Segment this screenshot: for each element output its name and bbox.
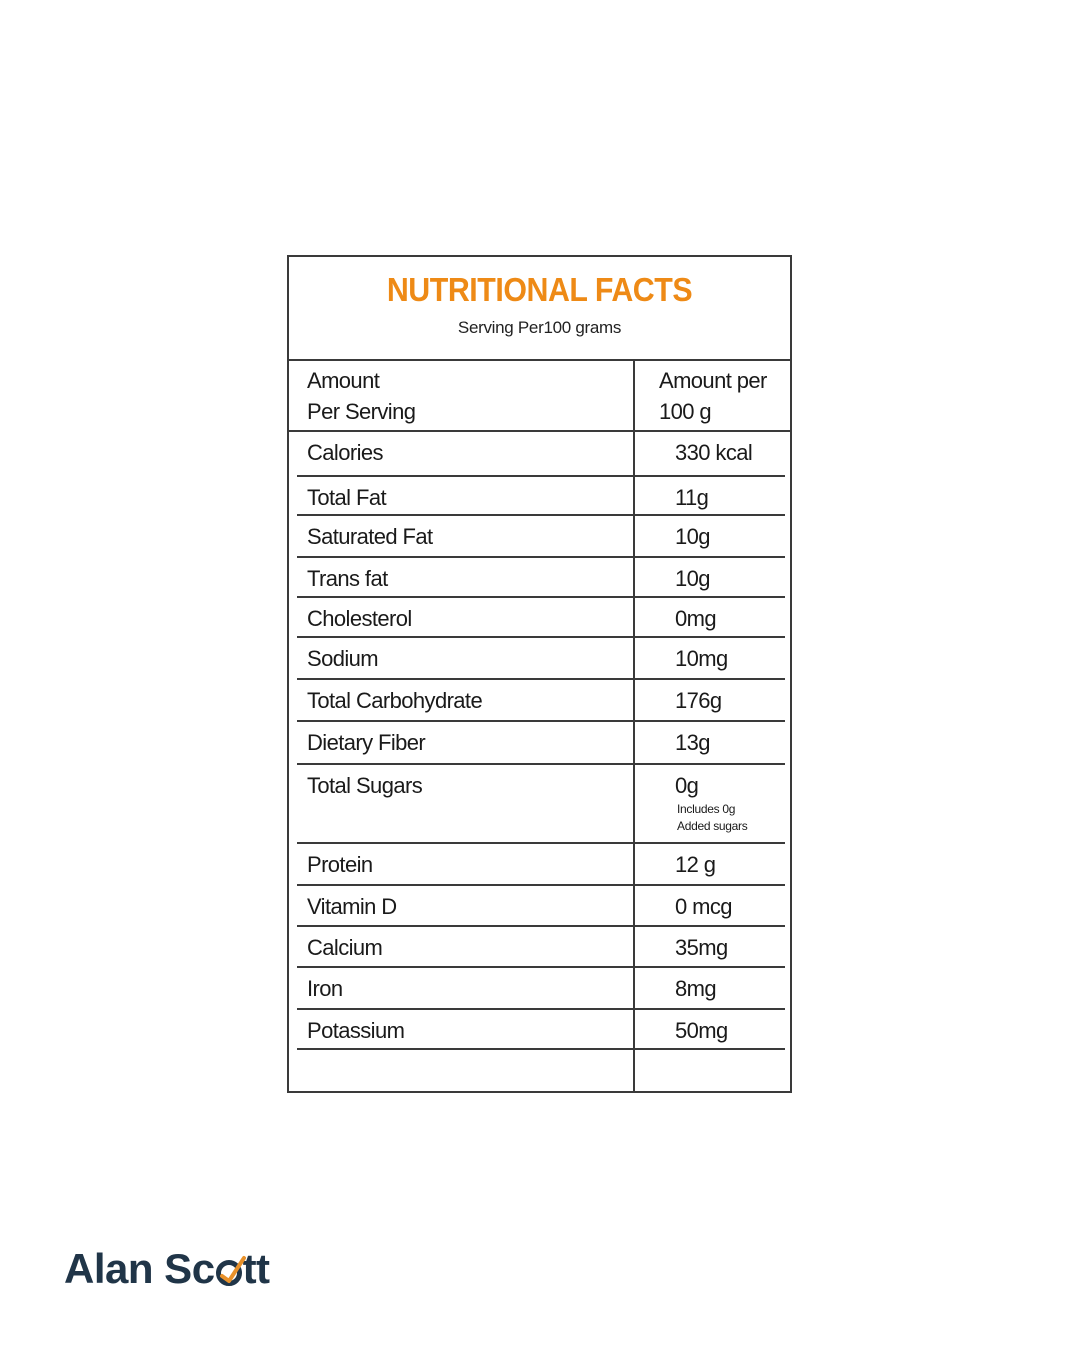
nutrient-value: 0g [675,773,699,798]
nutrient-name: Potassium [307,1018,405,1043]
nutrient-value: 10g [675,566,710,591]
brand-name-part-1: Alan Sc [64,1245,215,1292]
nutrient-row-dietary-fiber [297,722,785,765]
nutrient-value: 11g [675,485,709,510]
nutrient-row-vitamin-d [297,886,785,927]
nutrient-row-protein [297,844,785,886]
nutrient-row-iron [297,968,785,1010]
check-chart-o-icon [216,1260,242,1286]
serving-size-text: Serving Per100 grams [457,318,622,337]
nutrient-value: 0mg [675,606,716,631]
nutrient-name: Calories [307,440,383,465]
added-sugars-note-line-1: Includes 0g [677,802,736,816]
nutrient-value: 176g [675,688,722,713]
nutrient-row-total-carbohydrate [297,680,785,722]
nutrient-value: 8mg [675,976,716,1001]
nutrient-name: Calcium [307,935,383,960]
nutrient-row-total-fat [297,477,785,516]
nutrient-row-calories [297,432,785,477]
nutrition-facts-label [287,255,792,1093]
nutrient-row-potassium [297,1010,785,1050]
nutrient-name: Total Sugars [307,773,423,798]
label-title: NUTRITIONAL FACTS [386,271,693,308]
nutrient-name: Protein [307,852,373,877]
nutrient-row-total-sugars [297,765,785,844]
nutrient-name: Total Fat [307,485,386,510]
nutrient-row-saturated-fat [297,516,785,558]
nutrient-value: 10g [675,524,710,549]
nutrient-row-cholesterol [297,598,785,638]
nutrient-value: 35mg [675,935,728,960]
nutrient-value: 0 mcg [675,894,732,919]
column-header-amount-per-serving: Amount Per Serving [307,368,416,424]
nutrient-name: Saturated Fat [307,524,433,549]
added-sugars-note-line-2: Added sugars [677,819,748,833]
nutrient-row-calcium [297,927,785,968]
nutrient-value: 10mg [675,646,728,671]
nutrient-value: 50mg [675,1018,728,1043]
check-chart-mark [219,1255,247,1285]
nutrient-value: 12 g [675,852,716,877]
nutrient-name: Vitamin D [307,894,397,919]
nutrient-row-sodium [297,638,785,680]
nutrient-name: Total Carbohydrate [307,688,483,713]
brand-name-part-2: tt [242,1245,270,1292]
nutrient-row-trans-fat [297,558,785,598]
column-divider [633,361,635,1093]
nutrient-value: 13g [675,730,710,755]
nutrient-name: Sodium [307,646,378,671]
nutrient-value: 330 kcal [675,440,753,465]
nutrient-rows [289,257,790,1091]
nutrient-name: Cholesterol [307,606,412,631]
nutrient-name: Iron [307,976,343,1001]
column-header-amount-per-100g: Amount per 100 g [659,368,767,424]
brand-logo [64,1243,270,1295]
nutrient-name: Trans fat [307,566,388,591]
nutrient-name: Dietary Fiber [307,730,426,755]
